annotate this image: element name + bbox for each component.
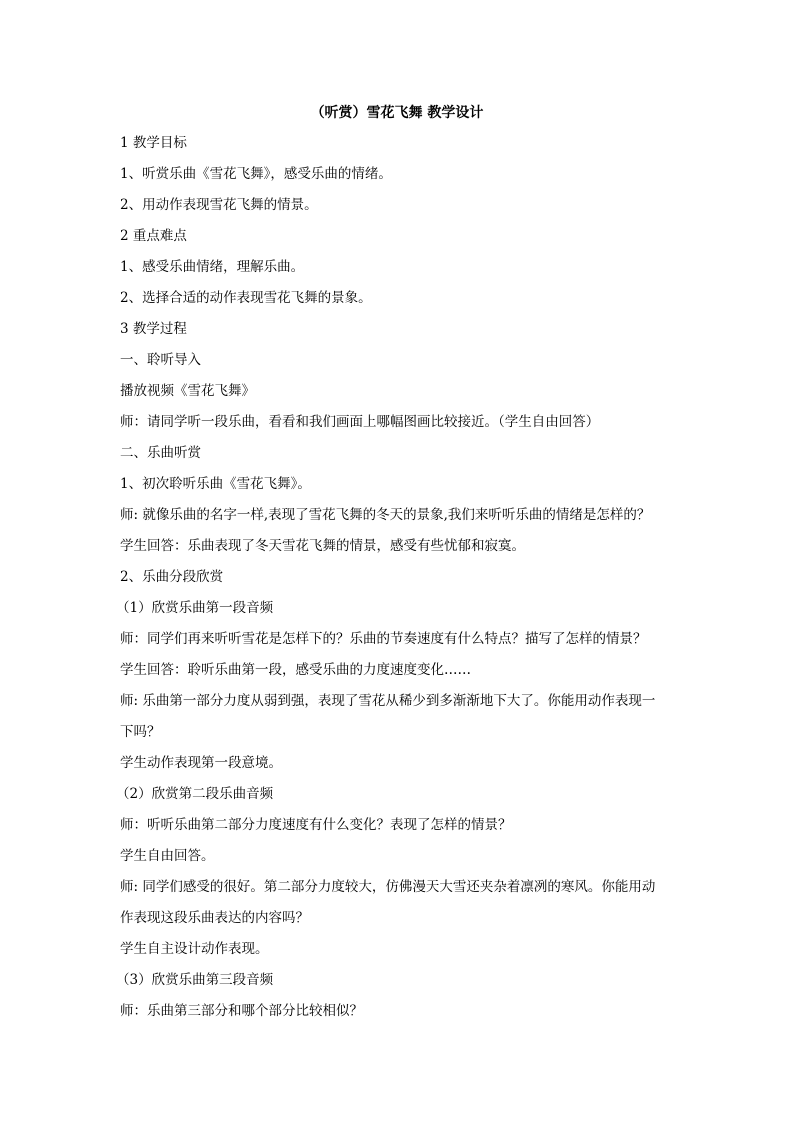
text-line: （2）欣赏第二段乐曲音频 (116, 786, 274, 802)
text-line: 2、乐曲分段欣赏 (120, 569, 224, 585)
text-line: 师：请同学听一段乐曲，看看和我们画面上哪幅图画比较接近。（学生自由回答） (120, 414, 600, 430)
text-line: 学生自主设计动作表现。 (120, 941, 269, 957)
text-line: 师: 同学们感受的很好。第二部分力度较大，仿佛漫天大雪还夹杂着凛冽的寒风。你能用动 (120, 879, 656, 895)
text-line: （1）欣赏乐曲第一段音频 (116, 600, 274, 616)
text-line: （3）欣赏乐曲第三段音频 (116, 972, 274, 988)
text-line: 师: 乐曲第一部分力度从弱到强，表现了雪花从稀少到多渐渐地下大了。你能用动作表现一 (120, 693, 656, 709)
text-line: 学生回答：聆听乐曲第一段，感受乐曲的力度速度变化…… (120, 662, 471, 678)
text-line: 2、用动作表现雪花飞舞的情景。 (120, 197, 318, 213)
text-line: 师：同学们再来听听雪花是怎样下的？乐曲的节奏速度有什么特点？描写了怎样的情景？ (120, 631, 647, 647)
text-line: 一、聆听导入 (120, 352, 201, 368)
text-line: 1、初次聆听乐曲《雪花飞舞》。 (120, 476, 311, 492)
document-body (116, 133, 680, 1032)
text-line: 播放视频《雪花飞舞》 (120, 383, 255, 399)
text-line: 学生回答：乐曲表现了冬天雪花飞舞的情景，感受有些忧郁和寂寞。 (120, 538, 525, 554)
text-line: 下吗？ (120, 724, 161, 740)
text-line: 师：听听乐曲第二部分力度速度有什么变化？表现了怎样的情景？ (120, 817, 512, 833)
text-line: 1、感受乐曲情绪，理解乐曲。 (120, 259, 305, 275)
text-line: 学生动作表现第一段意境。 (120, 755, 282, 771)
document-title: （听赏）雪花飞舞 教学设计 (310, 105, 484, 121)
text-line: 1、听赏乐曲《雪花飞舞》，感受乐曲的情绪。 (120, 166, 392, 182)
text-line: 2 重点难点 (120, 228, 187, 244)
text-line: 1 教学目标 (120, 135, 187, 151)
text-line: 师: 就像乐曲的名字一样,表现了雪花飞舞的冬天的景象,我们来听听乐曲的情绪是怎样的？ (120, 507, 651, 523)
text-line: 二、乐曲听赏 (120, 445, 201, 461)
text-line: 3 教学过程 (120, 321, 187, 337)
text-line: 2、选择合适的动作表现雪花飞舞的景象。 (120, 290, 372, 306)
text-line: 作表现这段乐曲表达的内容吗？ (120, 910, 309, 926)
text-line: 师：乐曲第三部分和哪个部分比较相似？ (120, 1003, 363, 1019)
text-line: 学生自由回答。 (120, 848, 215, 864)
